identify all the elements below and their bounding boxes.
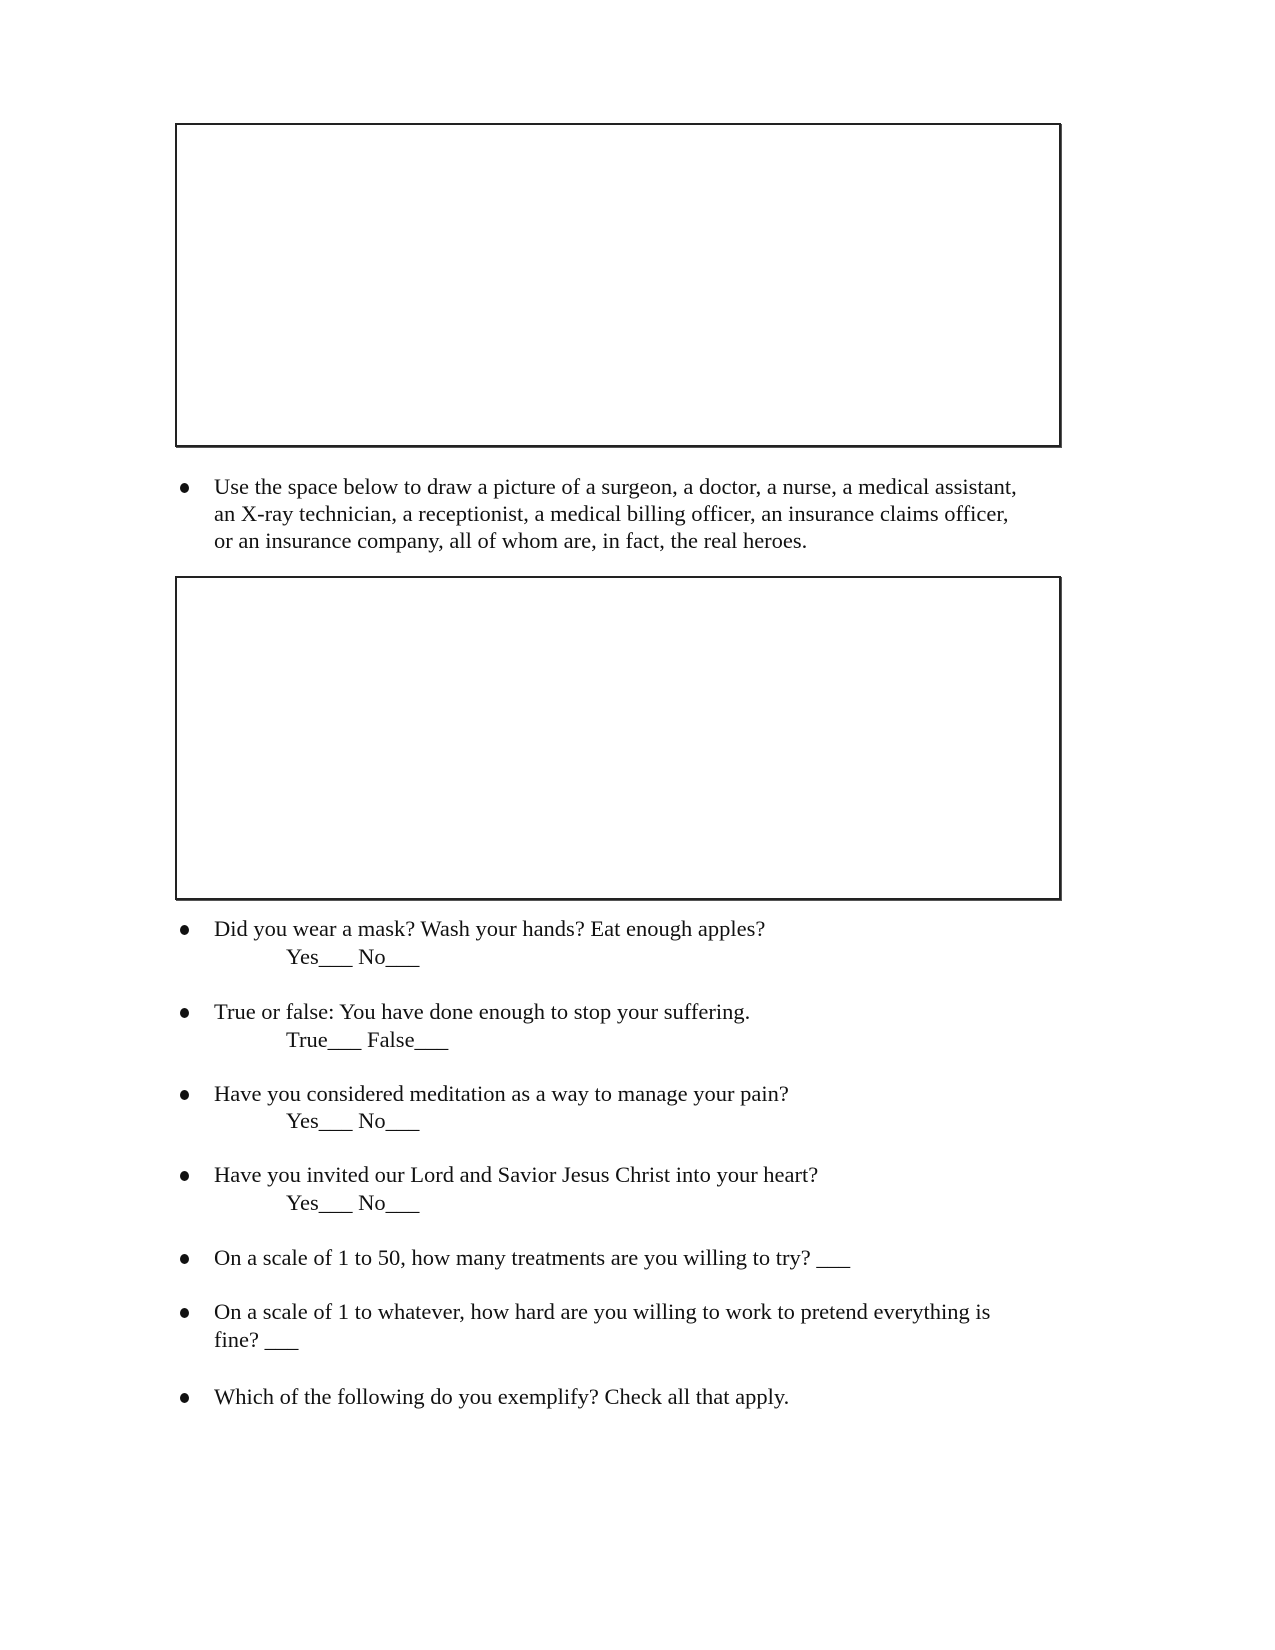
bullet [180,1393,189,1403]
question-text: Have you invited our Lord and Savior Jesus Christ into your heart? [214,1162,819,1187]
question-text: an X-ray technician, a receptionist, a medical billing officer, an insurance claims officer, [214,501,1009,526]
drawing-box-heroes[interactable] [175,576,1061,900]
question-text: On a scale of 1 to whatever, how hard are you willing to work to pretend everything is [214,1299,991,1324]
bullet [180,1308,189,1318]
question-text: On a scale of 1 to 50, how many treatments are you willing to try? ___ [214,1245,851,1270]
bullet [180,1090,189,1100]
question-text: Have you considered meditation as a way to manage your pain? [214,1081,789,1106]
bullet [180,925,189,935]
question-text: Did you wear a mask? Wash your hands? Eat enough apples? [214,916,766,941]
question-text: or an insurance company, all of whom are, in fact, the real heroes. [214,528,808,553]
question-text: Use the space below to draw a picture of a surgeon, a doctor, a nurse, a medical assistant, [214,474,1017,499]
bullet [180,483,189,493]
answer-blanks[interactable]: Yes___ No___ [286,944,420,969]
question-text: True or false: You have done enough to stop your suffering. [214,999,751,1024]
question-text: Which of the following do you exemplify? Check all that apply. [214,1384,790,1409]
drawing-box-top[interactable] [175,123,1061,447]
question-text: fine? ___ [214,1327,299,1352]
bullet [180,1171,189,1181]
answer-blanks[interactable]: True___ False___ [286,1027,449,1052]
answer-blanks[interactable]: Yes___ No___ [286,1108,420,1133]
answer-blanks[interactable]: Yes___ No___ [286,1190,420,1215]
bullet [180,1254,189,1264]
bullet [180,1008,189,1018]
